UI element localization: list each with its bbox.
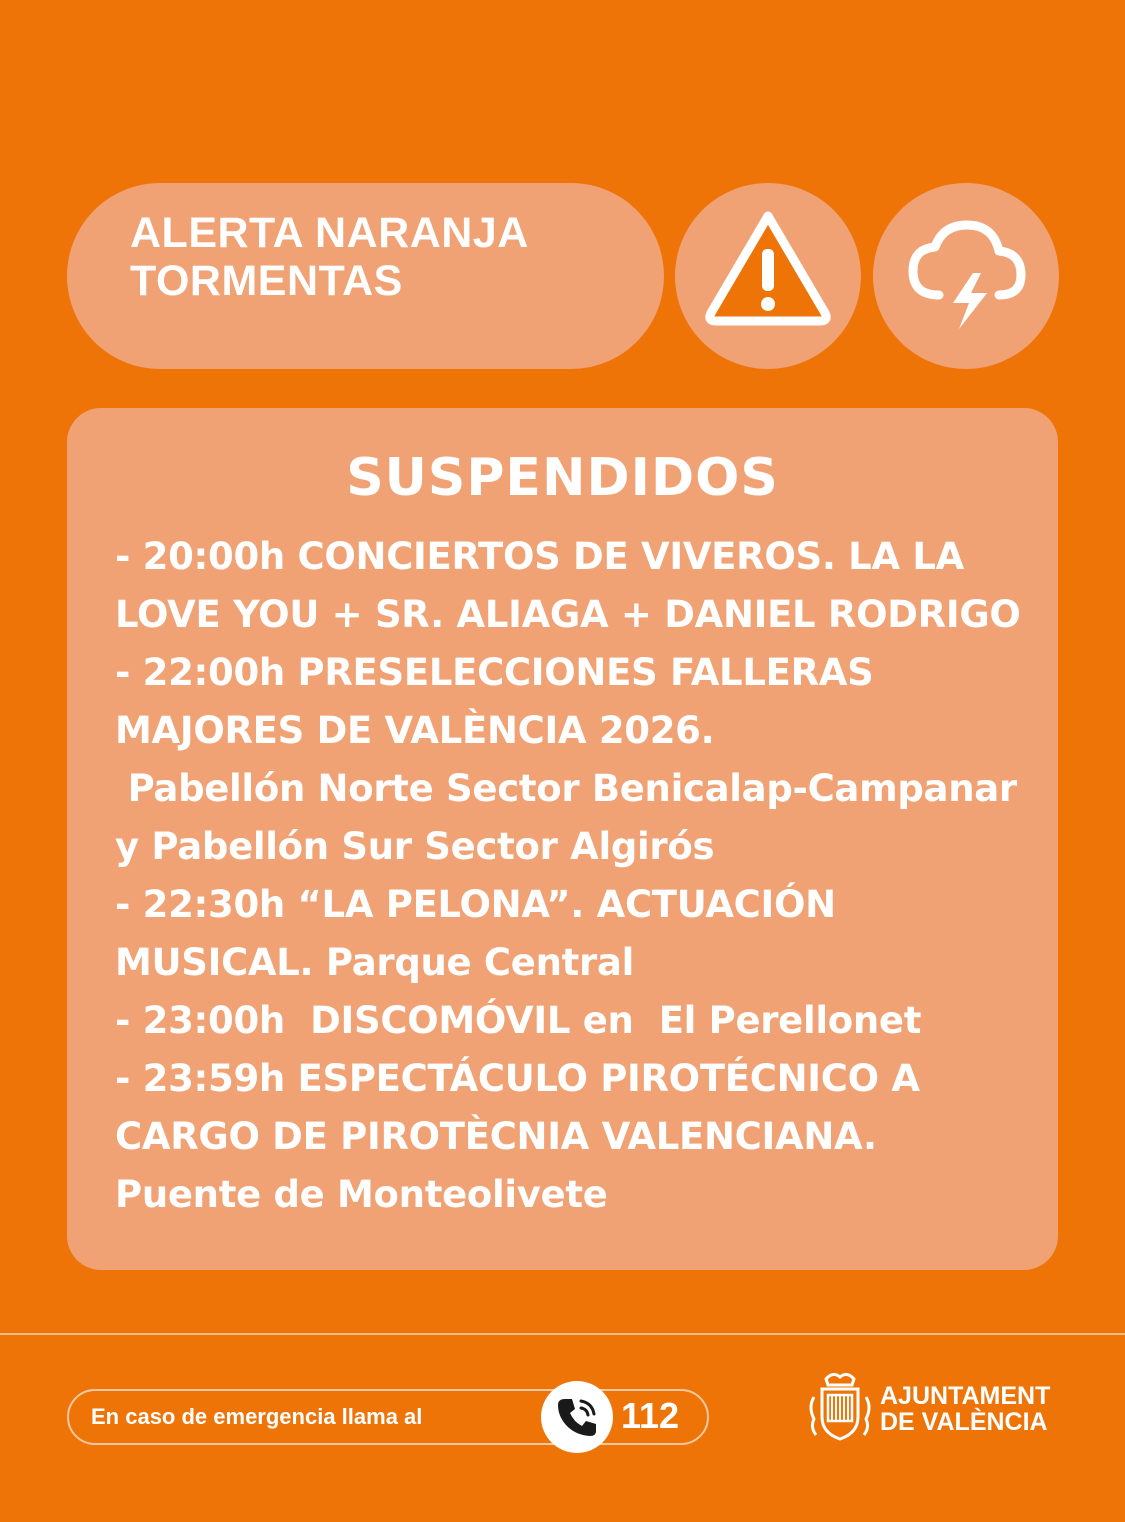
event-line: MUSICAL. Parque Central	[115, 941, 634, 984]
emergency-call-banner[interactable]	[67, 1389, 709, 1445]
event-line: Puente de Monteolivete	[115, 1173, 608, 1216]
card-title: SUSPENDIDOS	[346, 448, 779, 508]
event-line: - 22:30h “LA PELONA”. ACTUACIÓN	[115, 883, 836, 926]
event-line: - 23:59h ESPECTÁCULO PIROTÉCNICO A	[115, 1057, 920, 1100]
phone-icon	[541, 1381, 613, 1453]
event-line: LOVE YOU + SR. ALIAGA + DANIEL RODRIGO	[115, 593, 1021, 636]
suspended-events-card	[67, 408, 1058, 1270]
phone-button[interactable]	[541, 1381, 613, 1453]
alert-title-line-2: TORMENTAS	[130, 257, 403, 305]
warning-triangle-icon	[675, 183, 861, 369]
storm-badge	[873, 183, 1059, 369]
logo-text	[880, 1383, 1050, 1435]
event-line: - 23:00h DISCOMÓVIL en El Perellonet	[115, 999, 922, 1042]
alert-banner	[67, 183, 664, 369]
logo-line-2: DE VALÈNCIA	[880, 1408, 1048, 1436]
event-line: - 20:00h CONCIERTOS DE VIVEROS. LA LA	[115, 535, 964, 578]
ajuntament-logo	[800, 1367, 1070, 1447]
event-line: - 22:00h PRESELECCIONES FALLERAS	[115, 651, 874, 694]
event-line: y Pabellón Sur Sector Algirós	[115, 825, 715, 868]
alert-title-line-1: ALERTA NARANJA	[130, 209, 529, 257]
emergency-text: En caso de emergencia llama al	[91, 1404, 423, 1429]
event-line: Pabellón Norte Sector Benicalap-Campanar	[115, 767, 1017, 810]
storm-cloud-icon	[873, 183, 1059, 369]
event-line: MAJORES DE VALÈNCIA 2026.	[115, 709, 715, 752]
events-list	[115, 528, 1058, 1224]
logo-line-1: AJUNTAMENT	[880, 1382, 1051, 1410]
warning-badge	[675, 183, 861, 369]
event-line: CARGO DE PIROTÈCNIA VALENCIANA.	[115, 1115, 877, 1158]
coat-of-arms-icon	[800, 1367, 880, 1447]
footer-divider	[0, 1333, 1125, 1335]
emergency-number[interactable]: 112	[621, 1395, 680, 1436]
